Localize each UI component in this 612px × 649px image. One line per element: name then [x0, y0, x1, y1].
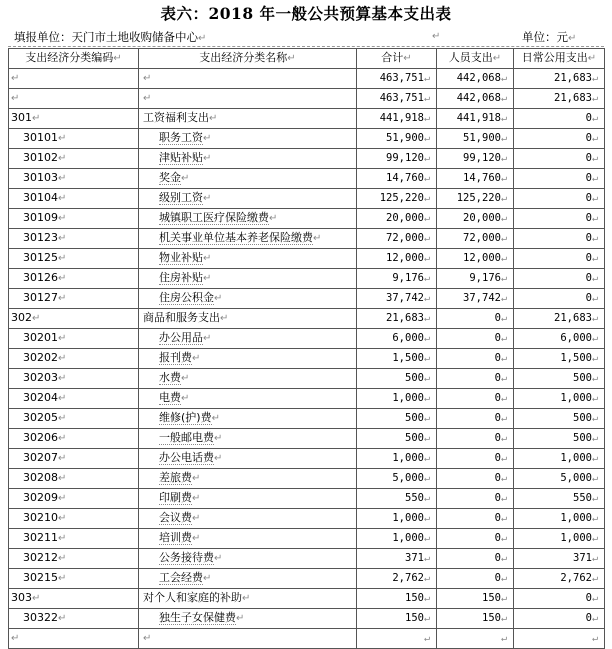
code-cell: 30210↵: [9, 509, 139, 529]
total-cell: 441,918↵: [357, 109, 437, 129]
total-cell: 1,000↵: [357, 449, 437, 469]
code-cell: ↵: [9, 89, 139, 109]
personnel-cell: 441,918↵: [437, 109, 514, 129]
daily-cell: 1,500↵: [514, 349, 605, 369]
name-cell: ↵: [139, 89, 357, 109]
personnel-cell: 442,068↵: [437, 69, 514, 89]
code-cell: 30109↵: [9, 209, 139, 229]
total-cell: 72,000↵: [357, 229, 437, 249]
paragraph-mark: ↵: [432, 31, 441, 42]
total-cell: 2,762↵: [357, 569, 437, 589]
total-cell: 500↵: [357, 409, 437, 429]
table-row: [9, 329, 605, 349]
daily-cell: 21,683↵: [514, 89, 605, 109]
personnel-cell: 0↵: [437, 449, 514, 469]
table-row: [9, 549, 605, 569]
daily-cell: 21,683↵: [514, 309, 605, 329]
total-cell: 500↵: [357, 429, 437, 449]
table-row: [9, 129, 605, 149]
total-cell: 150↵: [357, 609, 437, 629]
total-cell: 12,000↵: [357, 249, 437, 269]
code-cell: 30211↵: [9, 529, 139, 549]
name-cell: 工会经费↵: [139, 569, 357, 589]
header-divider: [8, 46, 604, 47]
daily-cell: 21,683↵: [514, 69, 605, 89]
name-cell: ↵: [139, 69, 357, 89]
header-name: 支出经济分类名称↵: [139, 49, 357, 69]
daily-cell: 0↵: [514, 289, 605, 309]
table-row: [9, 389, 605, 409]
personnel-cell: 0↵: [437, 369, 514, 389]
table-row: [9, 149, 605, 169]
daily-cell: 0↵: [514, 249, 605, 269]
code-cell: 30201↵: [9, 329, 139, 349]
header-personnel: 人员支出↵: [437, 49, 514, 69]
reporting-unit: 填报单位：天门市土地收购储备中心↵: [14, 30, 207, 44]
name-cell: 办公电话费↵: [139, 449, 357, 469]
name-cell: 住房公积金↵: [139, 289, 357, 309]
daily-cell: 0↵: [514, 129, 605, 149]
personnel-cell: 0↵: [437, 329, 514, 349]
daily-cell: 500↵: [514, 369, 605, 389]
total-cell: 463,751↵: [357, 69, 437, 89]
code-cell: 30202↵: [9, 349, 139, 369]
daily-cell: 550↵: [514, 489, 605, 509]
personnel-cell: 442,068↵: [437, 89, 514, 109]
code-cell: 30209↵: [9, 489, 139, 509]
total-cell: 51,900↵: [357, 129, 437, 149]
name-cell: 物业补贴↵: [139, 249, 357, 269]
total-cell: 14,760↵: [357, 169, 437, 189]
table-row: [9, 209, 605, 229]
code-cell: ↵: [9, 69, 139, 89]
code-cell: 30104↵: [9, 189, 139, 209]
code-cell: 30206↵: [9, 429, 139, 449]
table-row: [9, 89, 605, 109]
total-cell: 500↵: [357, 369, 437, 389]
name-cell: 会议费↵: [139, 509, 357, 529]
code-cell: ↵: [9, 629, 139, 649]
header-code: 支出经济分类编码↵: [9, 49, 139, 69]
name-cell: 一般邮电费↵: [139, 429, 357, 449]
personnel-cell: 0↵: [437, 489, 514, 509]
code-cell: 30126↵: [9, 269, 139, 289]
table-row: [9, 269, 605, 289]
total-cell: 1,000↵: [357, 529, 437, 549]
name-cell: 水费↵: [139, 369, 357, 389]
code-cell: 30204↵: [9, 389, 139, 409]
personnel-cell: 0↵: [437, 529, 514, 549]
total-cell: 463,751↵: [357, 89, 437, 109]
daily-cell: 371↵: [514, 549, 605, 569]
daily-cell: 0↵: [514, 149, 605, 169]
daily-cell: 1,000↵: [514, 529, 605, 549]
table-row: [9, 249, 605, 269]
total-cell: 550↵: [357, 489, 437, 509]
personnel-cell: 0↵: [437, 509, 514, 529]
total-cell: 1,000↵: [357, 389, 437, 409]
personnel-cell: 0↵: [437, 549, 514, 569]
personnel-cell: 0↵: [437, 569, 514, 589]
table-title: 表六：2018 年一般公共预算基本支出表: [160, 4, 452, 23]
daily-cell: 1,000↵: [514, 449, 605, 469]
table-row: [9, 409, 605, 429]
name-cell: 住房补贴↵: [139, 269, 357, 289]
name-cell: 报刊费↵: [139, 349, 357, 369]
total-cell: 21,683↵: [357, 309, 437, 329]
header-total: 合计↵: [357, 49, 437, 69]
name-cell: 差旅费↵: [139, 469, 357, 489]
name-cell: 奖金↵: [139, 169, 357, 189]
daily-cell: 0↵: [514, 269, 605, 289]
table-row: [9, 449, 605, 469]
table-row: [9, 109, 605, 129]
daily-cell: ↵: [514, 629, 605, 649]
code-cell: 30207↵: [9, 449, 139, 469]
personnel-cell: 0↵: [437, 469, 514, 489]
code-cell: 30103↵: [9, 169, 139, 189]
name-cell: 职务工资↵: [139, 129, 357, 149]
code-cell: 301↵: [9, 109, 139, 129]
table-row: [9, 69, 605, 89]
personnel-cell: 9,176↵: [437, 269, 514, 289]
daily-cell: 1,000↵: [514, 509, 605, 529]
table-row: [9, 369, 605, 389]
daily-cell: 0↵: [514, 189, 605, 209]
total-cell: 99,120↵: [357, 149, 437, 169]
daily-cell: 500↵: [514, 429, 605, 449]
table-row: [9, 469, 605, 489]
table-header-row: [9, 49, 605, 69]
name-cell: 维修(护)费↵: [139, 409, 357, 429]
name-cell: 印刷费↵: [139, 489, 357, 509]
name-cell: 城镇职工医疗保险缴费↵: [139, 209, 357, 229]
daily-cell: 0↵: [514, 209, 605, 229]
daily-cell: 0↵: [514, 229, 605, 249]
personnel-cell: 0↵: [437, 389, 514, 409]
daily-cell: 0↵: [514, 109, 605, 129]
code-cell: 30322↵: [9, 609, 139, 629]
table-row: [9, 529, 605, 549]
name-cell: 独生子女保健费↵: [139, 609, 357, 629]
personnel-cell: 12,000↵: [437, 249, 514, 269]
code-cell: 30102↵: [9, 149, 139, 169]
personnel-cell: ↵: [437, 629, 514, 649]
table-row: [9, 349, 605, 369]
table-row: [9, 309, 605, 329]
total-cell: ↵: [357, 629, 437, 649]
total-cell: 37,742↵: [357, 289, 437, 309]
total-cell: 5,000↵: [357, 469, 437, 489]
code-cell: 30123↵: [9, 229, 139, 249]
personnel-cell: 14,760↵: [437, 169, 514, 189]
total-cell: 125,220↵: [357, 189, 437, 209]
daily-cell: 0↵: [514, 169, 605, 189]
table-row: [9, 569, 605, 589]
personnel-cell: 99,120↵: [437, 149, 514, 169]
daily-cell: 0↵: [514, 609, 605, 629]
table-row: [9, 429, 605, 449]
total-cell: 1,000↵: [357, 509, 437, 529]
personnel-cell: 20,000↵: [437, 209, 514, 229]
name-cell: 商品和服务支出↵: [139, 309, 357, 329]
currency-unit: 单位：元↵: [522, 30, 577, 44]
total-cell: 371↵: [357, 549, 437, 569]
code-cell: 303↵: [9, 589, 139, 609]
total-cell: 20,000↵: [357, 209, 437, 229]
code-cell: 302↵: [9, 309, 139, 329]
name-cell: 办公用品↵: [139, 329, 357, 349]
daily-cell: 1,000↵: [514, 389, 605, 409]
code-cell: 30125↵: [9, 249, 139, 269]
personnel-cell: 37,742↵: [437, 289, 514, 309]
personnel-cell: 72,000↵: [437, 229, 514, 249]
table-row: [9, 509, 605, 529]
code-cell: 30203↵: [9, 369, 139, 389]
daily-cell: 0↵: [514, 589, 605, 609]
daily-cell: 2,762↵: [514, 569, 605, 589]
name-cell: 对个人和家庭的补助↵: [139, 589, 357, 609]
code-cell: 30205↵: [9, 409, 139, 429]
name-cell: 培训费↵: [139, 529, 357, 549]
table-row: [9, 169, 605, 189]
code-cell: 30208↵: [9, 469, 139, 489]
daily-cell: 500↵: [514, 409, 605, 429]
daily-cell: 5,000↵: [514, 469, 605, 489]
table-row: [9, 489, 605, 509]
daily-cell: 6,000↵: [514, 329, 605, 349]
name-cell: 电费↵: [139, 389, 357, 409]
total-cell: 150↵: [357, 589, 437, 609]
personnel-cell: 0↵: [437, 309, 514, 329]
table-row: [9, 609, 605, 629]
total-cell: 9,176↵: [357, 269, 437, 289]
table-row: [9, 589, 605, 609]
personnel-cell: 0↵: [437, 349, 514, 369]
code-cell: 30212↵: [9, 549, 139, 569]
name-cell: 工资福利支出↵: [139, 109, 357, 129]
name-cell: 机关事业单位基本养老保险缴费↵: [139, 229, 357, 249]
personnel-cell: 51,900↵: [437, 129, 514, 149]
code-cell: 30101↵: [9, 129, 139, 149]
personnel-cell: 0↵: [437, 429, 514, 449]
budget-table: [8, 48, 605, 649]
code-cell: 30215↵: [9, 569, 139, 589]
total-cell: 1,500↵: [357, 349, 437, 369]
personnel-cell: 150↵: [437, 609, 514, 629]
table-row: [9, 189, 605, 209]
header-daily: 日常公用支出↵: [514, 49, 605, 69]
name-cell: 公务接待费↵: [139, 549, 357, 569]
name-cell: 级别工资↵: [139, 189, 357, 209]
total-cell: 6,000↵: [357, 329, 437, 349]
table-row: [9, 229, 605, 249]
personnel-cell: 125,220↵: [437, 189, 514, 209]
code-cell: 30127↵: [9, 289, 139, 309]
personnel-cell: 0↵: [437, 409, 514, 429]
name-cell: ↵: [139, 629, 357, 649]
name-cell: 津贴补贴↵: [139, 149, 357, 169]
table-row: [9, 289, 605, 309]
personnel-cell: 150↵: [437, 589, 514, 609]
